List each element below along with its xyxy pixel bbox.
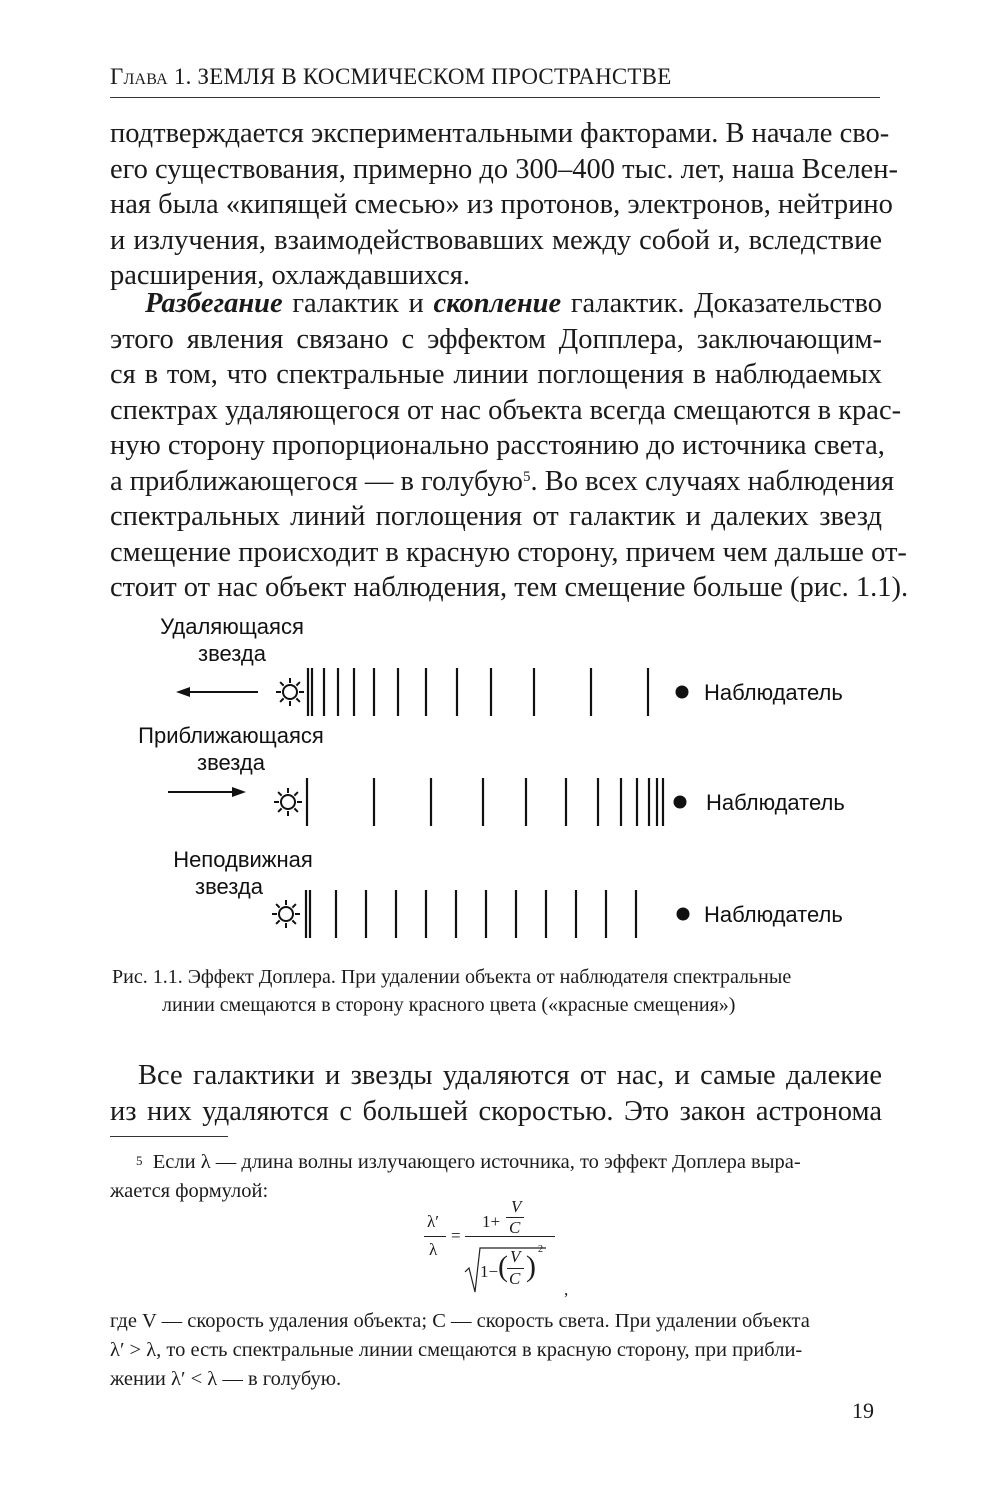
footnote-line: где V — скорость удаления объекта; C — скорость света. При удалении объекта (110, 1310, 810, 1332)
formula-v: V (511, 1197, 522, 1216)
formula-one-plus: 1+ (482, 1212, 501, 1231)
label-line: звезда (195, 874, 263, 899)
label-line: звезда (198, 641, 266, 666)
observer-dot (674, 796, 687, 809)
observer-dot (677, 908, 690, 921)
term-cluster: скопление (433, 288, 562, 319)
label-line: звезда (197, 750, 265, 775)
footnote-line: жается формулой: (110, 1180, 269, 1202)
text-line: Все галактики и звезды удаляются от нас, и самые далекие (138, 1060, 882, 1091)
chapter-title: ЗЕМЛЯ В КОСМИЧЕСКОМ ПРОСТРАНСТВЕ (197, 64, 672, 89)
text-fragment: . Во всех случаях наблюдения (530, 465, 895, 497)
formula-equals: = (451, 1226, 461, 1245)
formula-v: V (510, 1247, 521, 1266)
arrow-right-icon (232, 787, 246, 797)
text-fragment: Если λ — длина волны излучающего источника, то эффект Доплера выра- (152, 1151, 801, 1173)
formula-lambda-prime: λ′ (427, 1212, 439, 1231)
doppler-formula (420, 1196, 600, 1306)
formula-c: C (509, 1269, 521, 1288)
caption-line: линии смещаются в сторону красного цвета («красные смещения») (162, 994, 736, 1016)
text-line: стоит от нас объект наблюдения, тем смещение больше (рис. 1.1). (110, 572, 909, 603)
term-dispersal: Разбегание (145, 288, 283, 319)
footnote-ref[interactable]: 5 (522, 468, 531, 485)
footnote-mark: 5 (136, 1153, 143, 1168)
formula-paren: ( (498, 1250, 508, 1283)
star-icon (272, 900, 300, 928)
text-fragment: а приближающегося — в голубую (110, 465, 523, 497)
text-line: спектрах удаляющегося от нас объекта всегда смещаются в крас- (110, 394, 902, 426)
text-line: расширения, охлаждавшихся. (110, 260, 470, 291)
label-line: Неподвижная (173, 847, 313, 872)
text-line: ную сторону пропорционально расстоянию до источника света, (110, 430, 885, 461)
formula-c: C (509, 1218, 521, 1237)
label-line: Удаляющаяся (160, 614, 304, 639)
text-line: ся в том, что спектральные линии поглощения в наблюдаемых (110, 359, 882, 390)
text-line: и излучения, взаимодействовавших между собой и, вследствие (110, 224, 882, 256)
arrow-left-icon (176, 687, 190, 697)
observer-label: Наблюдатель (704, 902, 843, 927)
text-line: ная была «кипящей смесью» из протонов, электронов, нейтрино (110, 189, 893, 220)
observer-dot (676, 686, 689, 699)
footnote-line: λ′ > λ, то есть спектральные линии смещаются в красную сторону, при прибли- (110, 1339, 803, 1361)
star-icon (276, 678, 304, 706)
text-line: спектральных линий поглощения от галактик и далеких звезд (110, 501, 882, 532)
formula-lambda: λ (429, 1240, 438, 1259)
formula-exponent: 2 (538, 1244, 543, 1255)
footnote-line: жении λ′ < λ — в голубую. (110, 1368, 342, 1390)
formula-one-minus: 1− (480, 1262, 499, 1281)
footnote-continued (110, 1307, 882, 1394)
formula-comma: , (564, 1280, 569, 1299)
figure-caption (112, 963, 892, 1019)
label-line: Приближающаяся (138, 723, 324, 748)
formula-paren: ) (526, 1250, 536, 1283)
observer-label: Наблюдатель (706, 790, 845, 815)
text-fragment: галактик и (282, 288, 434, 319)
observer-label: Наблюдатель (704, 680, 843, 705)
page-number: 19 (852, 1398, 874, 1423)
caption-line: Рис. 1.1. Эффект Доплера. При удалении объекта от наблюдателя спектральные (112, 966, 792, 988)
text-line: смещение происходит в красную сторону, причем чем дальше от- (110, 536, 907, 568)
footnote-line (110, 1148, 882, 1177)
paragraph-3 (110, 1058, 882, 1129)
star-icon (274, 788, 302, 816)
chapter-label: Глава 1. (110, 64, 192, 89)
text-line: подтверждается экспериментальными факторами. В начале сво- (110, 118, 890, 149)
text-line: из них удаляются с большей скоростью. Это закон астронома (110, 1095, 882, 1127)
footnote-rule (110, 1136, 228, 1137)
formula-sqrt-icon (420, 1196, 600, 1306)
text-line: этого явления связано с эффектом Допплера, заключающим- (110, 323, 882, 355)
text-fragment: галактик. Доказательство (561, 288, 882, 319)
text-line: его существования, примерно до 300–400 тыс. лет, наша Вселен- (110, 153, 898, 185)
